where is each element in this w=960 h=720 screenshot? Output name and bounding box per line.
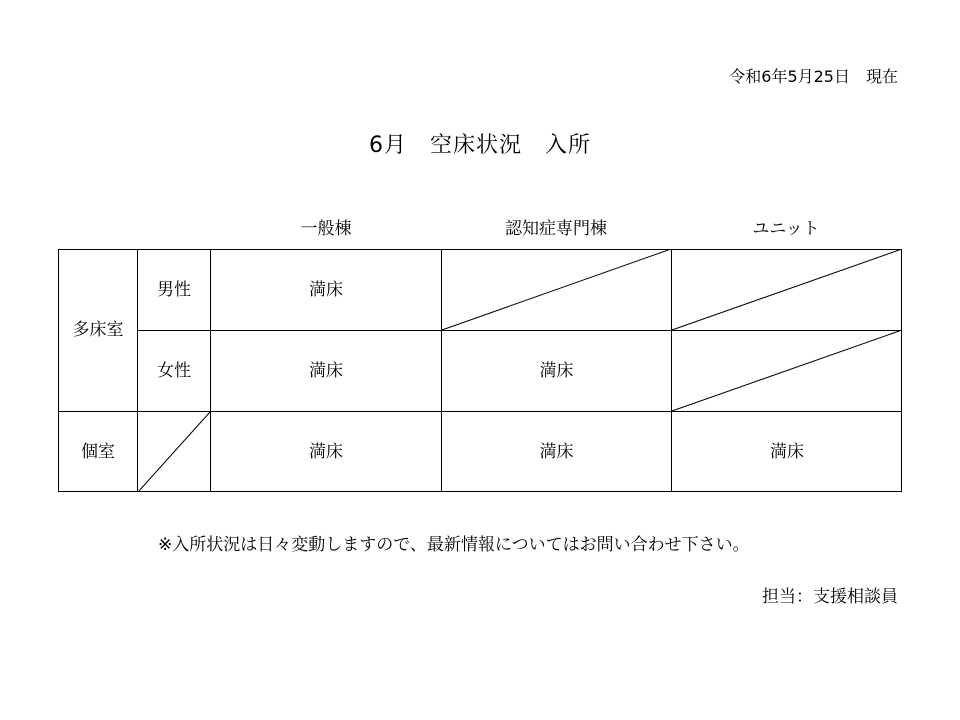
empty-cell-slash xyxy=(138,412,210,492)
date-label: 令和6年5月25日 現在 xyxy=(729,67,898,86)
cell-female-general: 満床 xyxy=(309,361,343,381)
column-header-unit: ユニット xyxy=(752,219,820,239)
empty-cell-slash xyxy=(442,249,671,330)
empty-cell-slash xyxy=(672,330,902,411)
row-label-male: 男性 xyxy=(157,280,191,300)
row-group-label-multi-bed: 多床室 xyxy=(72,320,124,340)
notice-text: ※入所状況は日々変動しますので、最新情報についてはお問い合わせ下さい。 xyxy=(158,535,750,555)
cell-private-unit: 満床 xyxy=(770,442,804,462)
cell-female-dementia: 満床 xyxy=(539,361,574,381)
cell-private-general: 満床 xyxy=(309,442,343,462)
column-header-dementia: 認知症専門棟 xyxy=(505,219,607,239)
column-header-general: 一般棟 xyxy=(300,219,352,239)
staff-contact: 担当：支援相談員 xyxy=(762,587,898,607)
cell-private-dementia: 満床 xyxy=(539,442,574,462)
row-group-label-private: 個室 xyxy=(81,442,115,462)
page-title: 6月 空床状況 入所 xyxy=(369,133,591,158)
vacancy-table xyxy=(58,249,902,492)
row-label-female: 女性 xyxy=(157,361,191,381)
cell-male-general: 満床 xyxy=(309,280,343,300)
empty-cell-slash xyxy=(672,249,902,330)
